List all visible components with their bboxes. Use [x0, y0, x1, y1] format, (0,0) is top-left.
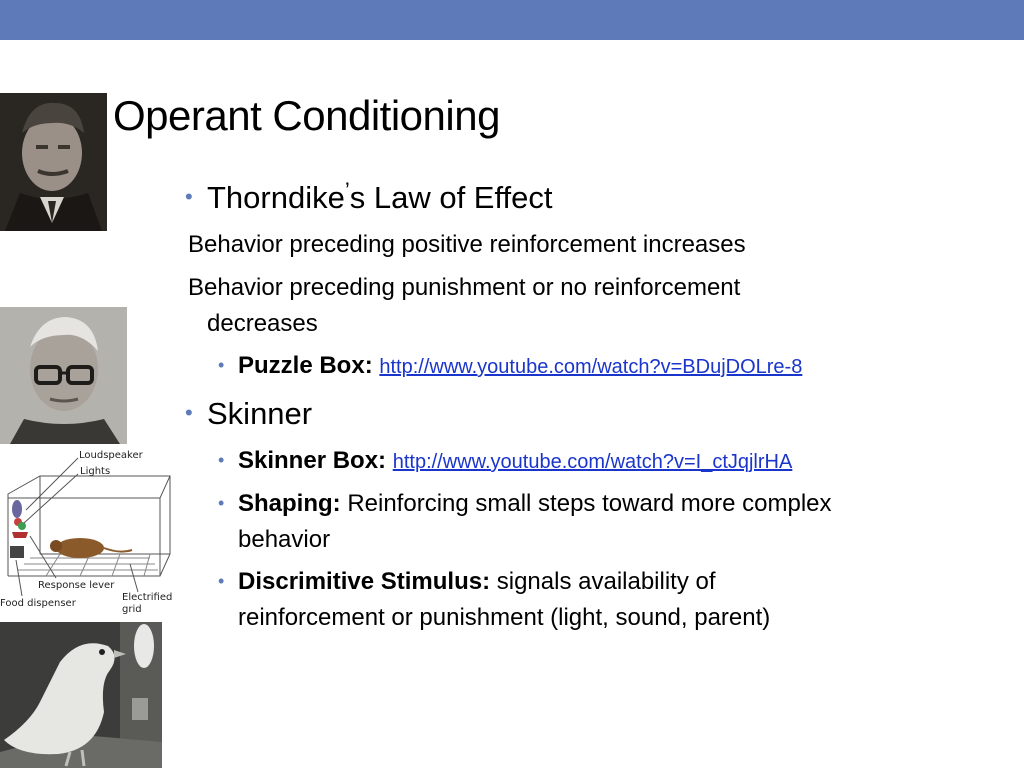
skinner-box-diagram — [0, 446, 178, 618]
skinner-heading: Skinner — [207, 396, 313, 431]
shaping-label: Shaping: — [238, 490, 341, 517]
punishment-text-line2: decreases — [207, 310, 318, 337]
slide-title: Operant Conditioning — [113, 92, 500, 139]
bullet-dot: • — [218, 355, 225, 375]
lights-label: Lights — [80, 466, 111, 477]
bullet-dot: • — [185, 184, 193, 209]
bullet-puzzle-box — [218, 352, 803, 380]
apostrophe: ’ — [344, 178, 350, 203]
law-of-effect: s Law of Effect — [349, 180, 553, 215]
discrimitive-label: Discrimitive Stimulus: — [238, 568, 491, 595]
discrimitive-text-line2: reinforcement or punishment (light, sound, parent) — [238, 604, 771, 631]
punishment-text-line1: Behavior preceding punishment or no reinforcement — [188, 274, 741, 301]
bullet-skinner — [185, 396, 313, 432]
thorndike-name: Thorndike — [207, 180, 345, 215]
header-band — [0, 0, 1024, 40]
skinner-box-link[interactable]: http://www.youtube.com/watch?v=I_ctJqjlrHA — [392, 451, 793, 473]
bullet-skinner-box — [218, 447, 793, 475]
loudspeaker-label: Loudspeaker — [79, 450, 143, 461]
shaping-text-line2: behavior — [238, 526, 331, 553]
discrimitive-text: signals availability of — [490, 568, 716, 595]
bullet-shaping — [218, 490, 832, 518]
response-lever-label: Response lever — [38, 580, 115, 591]
bullet-dot: • — [218, 450, 225, 470]
positive-reinforcement-text: Behavior preceding positive reinforcement increases — [188, 231, 746, 258]
puzzle-box-label: Puzzle Box: — [238, 352, 373, 379]
bullet-thorndike — [185, 178, 553, 216]
electrified-label: Electrified — [122, 592, 173, 603]
bullet-dot: • — [218, 493, 225, 513]
pigeon-photo — [0, 622, 162, 768]
skinner-box-label: Skinner Box: — [238, 447, 387, 474]
grid-label: grid — [122, 604, 142, 615]
shaping-text: Reinforcing small steps toward more complex — [340, 490, 832, 517]
bullet-dot: • — [218, 571, 225, 591]
puzzle-box-link[interactable]: http://www.youtube.com/watch?v=BDujDOLre-8 — [379, 356, 803, 378]
skinner-portrait — [0, 307, 127, 444]
food-dispenser-label: Food dispenser — [0, 598, 76, 609]
thorndike-portrait — [0, 93, 107, 231]
bullet-dot: • — [185, 400, 193, 425]
bullet-discriminative-stimulus — [218, 568, 716, 596]
